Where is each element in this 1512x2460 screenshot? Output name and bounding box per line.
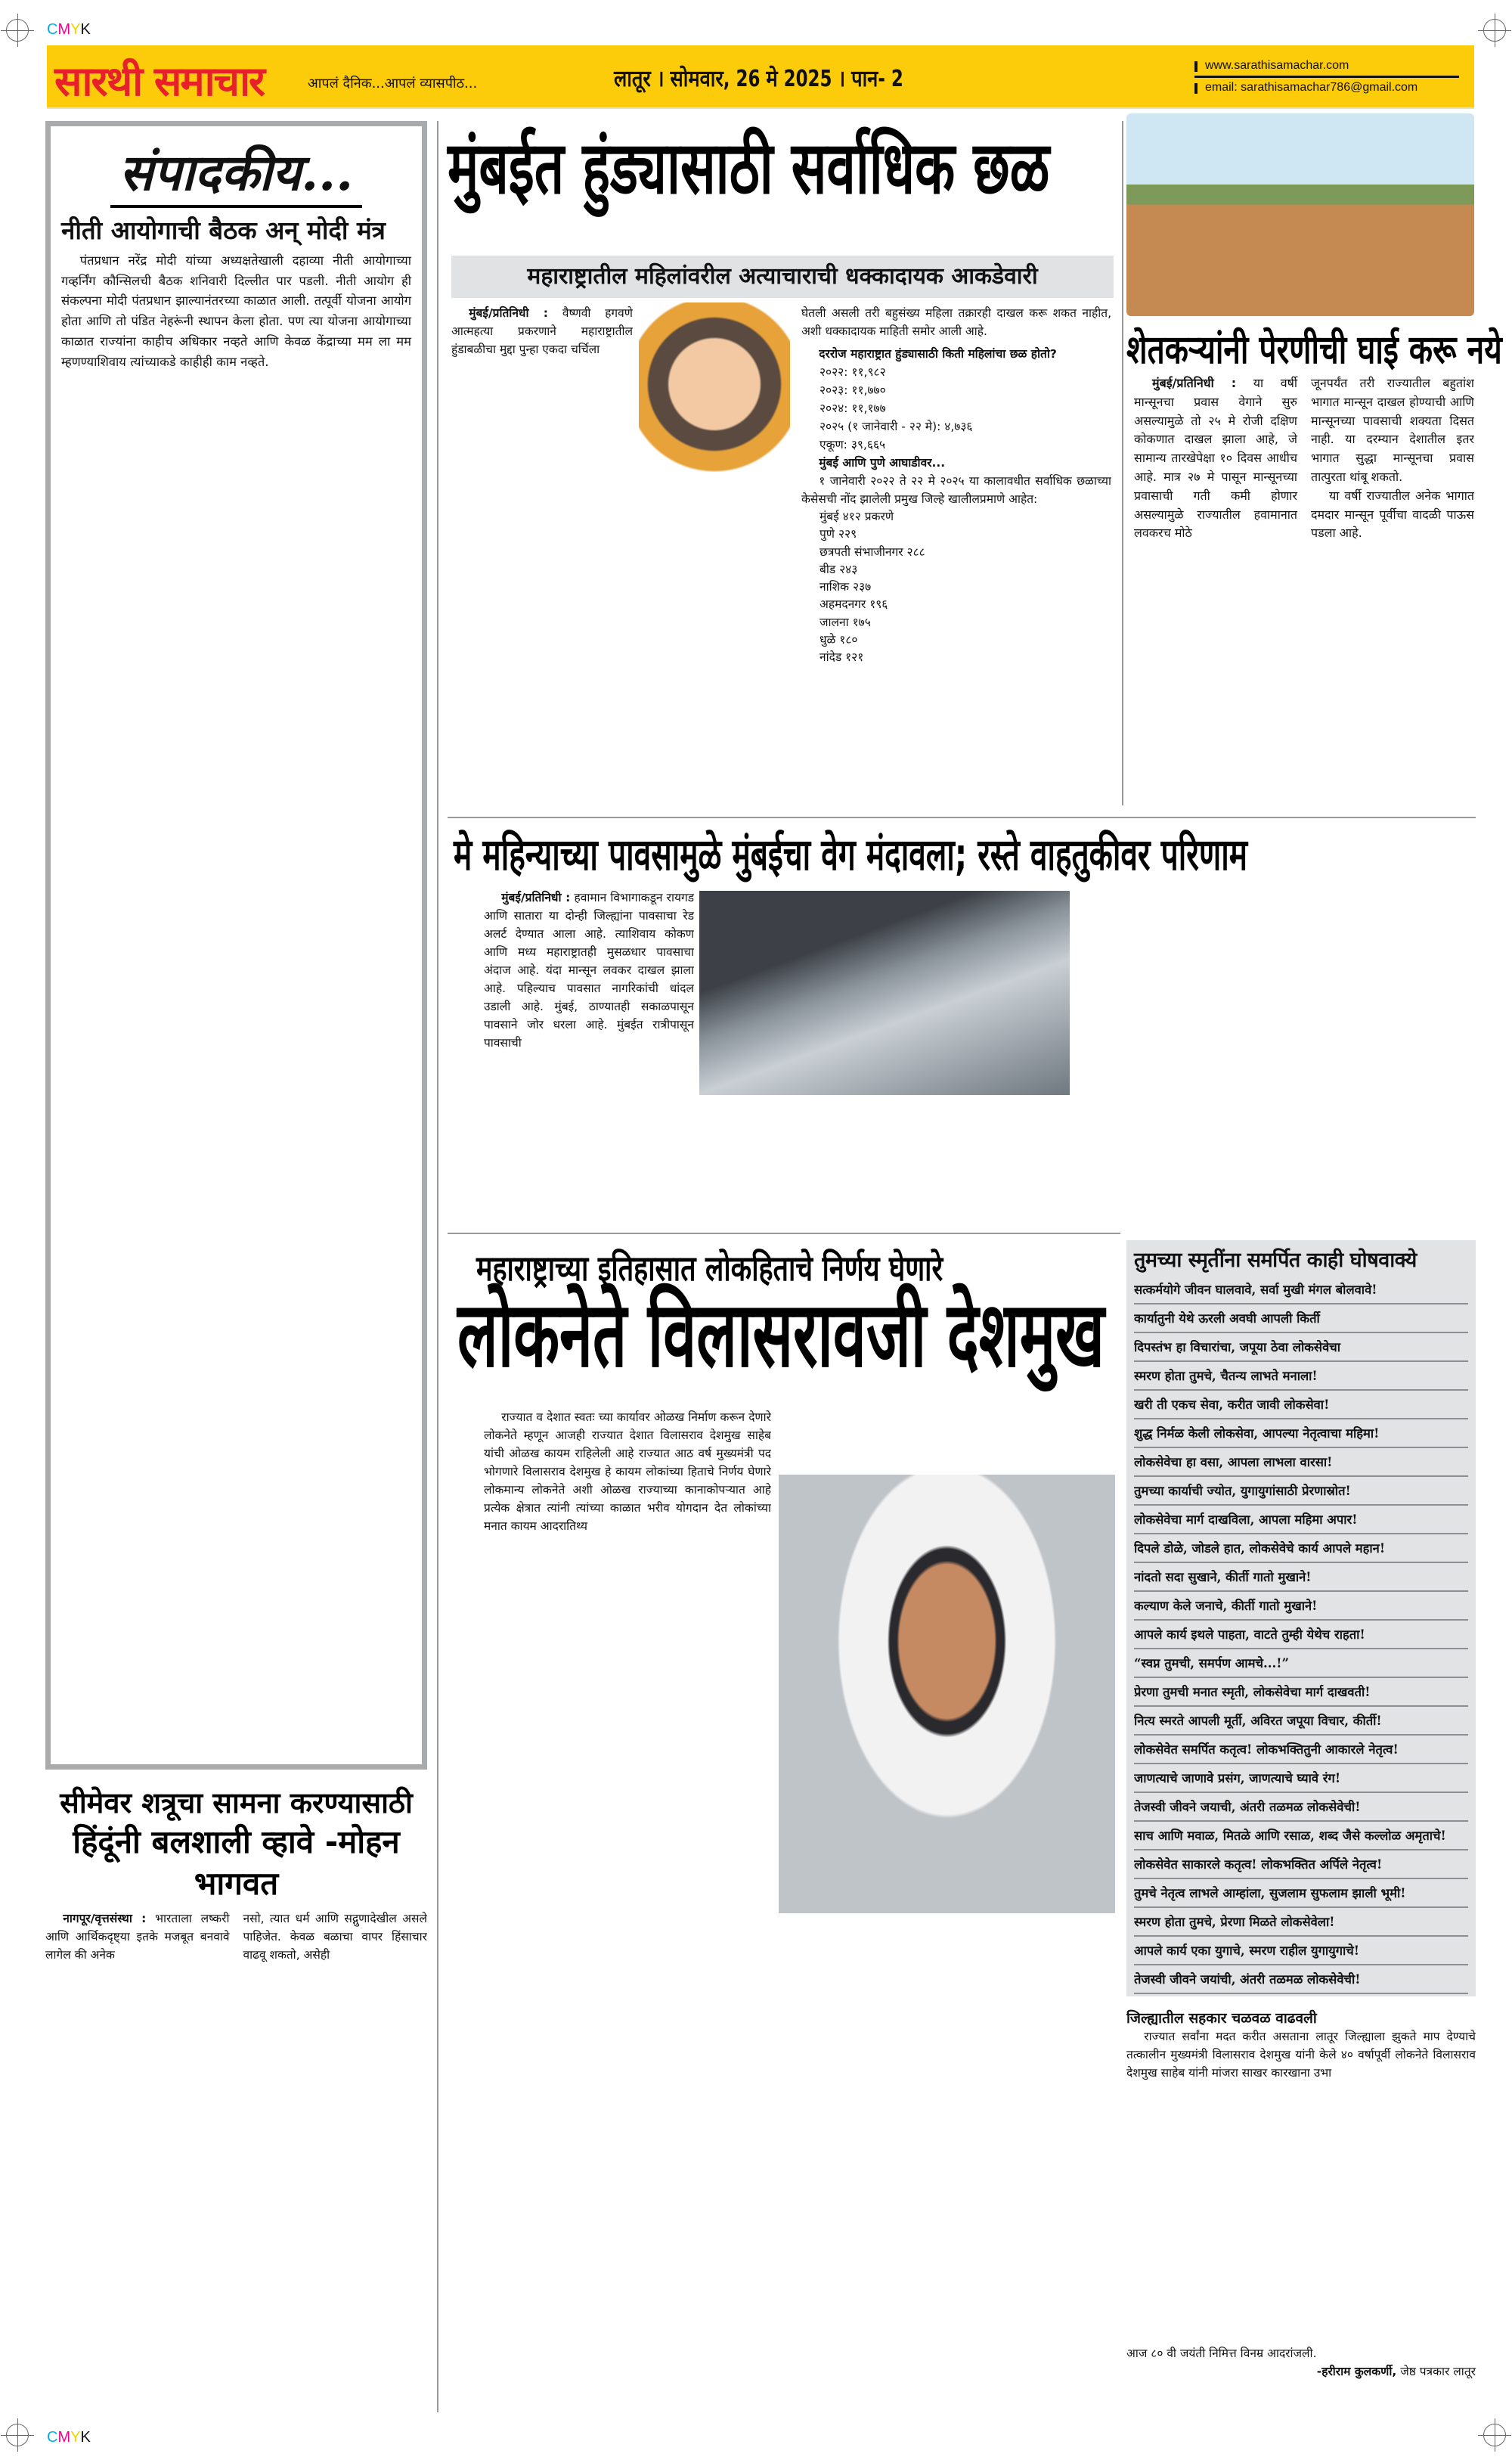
slogan-item: कल्याण केले जनाचे, कीर्ती गातो मुखाने! — [1134, 1592, 1468, 1621]
slogans-box — [1126, 1240, 1476, 1996]
slogan-item: तेजस्वी जीवने जयाची, अंतरी तळमळ लोकसेवेची! — [1134, 1793, 1468, 1822]
slogans-title: तुमच्या स्मृतींना समर्पित काही घोषवाक्ये — [1134, 1249, 1417, 1272]
divider — [448, 1233, 1120, 1234]
dowry-illustration — [639, 302, 790, 575]
slogan-item: आपले कार्य इथले पाहता, वाटते तुम्ही येथेच राहता! — [1134, 1621, 1468, 1649]
dowry-headline: मुंबईत हुंड्यासाठी सर्वाधिक छळ — [448, 126, 1050, 210]
slogan-item: प्रेरणा तुमची मनात स्मृती, लोकसेवेचा मार्ग दाखवती! — [1134, 1678, 1468, 1707]
slogan-item: लोकसेवेत साकारले कतृत्व! लोकभक्तित अर्पिले नेतृत्व! — [1134, 1850, 1468, 1879]
stats-heading: दररोज महाराष्ट्रात हुंड्यासाठी किती महिलांचा छळ होतो? — [819, 347, 1057, 361]
slogan-item: तेजस्वी जीवने जयांची, अंतरी तळमळ लोकसेवेची! — [1134, 1965, 1468, 1994]
district-row: पुणे २२९ — [820, 527, 857, 541]
slogan-item: “स्वप्न तुमची, समर्पण आमचे...!” — [1134, 1649, 1468, 1678]
district-row: नांदेड १२१ — [820, 650, 864, 665]
district-row: धुळे १८० — [820, 632, 858, 647]
deshmukh-kicker: महाराष्ट्राच्या इतिहासात लोकहिताचे निर्णय घेणारे — [476, 1248, 943, 1289]
district-row: मुंबई ४१२ प्रकरणे — [820, 510, 894, 524]
district-stats — [801, 508, 1111, 666]
farmers-headline: शेतकऱ्यांनी पेरणीची घाई करू नये — [1126, 327, 1502, 373]
stat-row: २०२५ (१ जानेवारी - २२ मे): ४,७३६ — [820, 420, 973, 434]
tagline: आपलं दैनिक...आपलं व्यासपीठ... — [308, 76, 478, 92]
slogan-item: आपले कार्य एका युगाचे, स्मरण राहील युगायुगाचे! — [1134, 1937, 1468, 1965]
farmer-photo — [1126, 113, 1474, 316]
closing-note: आज ८० वी जयंती निमित्त विनम्र आदरांजली. -हरीराम कुलकर्णी, जेष्ठ पत्रकार लातूर — [1126, 2344, 1476, 2381]
slogan-item: लोकसेवेत समर्पित कतृत्व! लोकभक्तितुनी आकारले नेतृत्व! — [1134, 1736, 1468, 1764]
deshmukh-headline: लोकनेते विलासरावजी देशमुख — [457, 1283, 1105, 1388]
slogan-item: तुमच्या कार्याची ज्योत, युगायुगांसाठी प्रेरणास्रोत! — [1134, 1477, 1468, 1506]
slogan-item: जाणत्याचे जाणावे प्रसंग, जाणत्याचे घ्यावे रंग! — [1134, 1764, 1468, 1793]
article-headline: सीमेवर शत्रूचा सामना करण्यासाठी हिंदूंनी बलशाली व्हावे -मोहन भागवत — [60, 1786, 413, 1902]
slogan-item: दिपले डोळे, जोडले हात, लोकसेवेचे कार्य आपले महान! — [1134, 1534, 1468, 1563]
article-dateline: नागपूर/वृत्तसंस्था : — [63, 1911, 147, 1925]
farmers-article: मुंबई/प्रतिनिधी : या वर्षी मान्सूनचा प्रवास वेगाने सुरु असल्यामुळे तो २५ मे रोजी दक्षिण कोकणात दाखल झाला आहे, जे सामान्य तारखेपेक्षा १० दिवस आधीच आहे. मात्र २७ मे पासून मान्सूनच्या प्रवासाची गती कमी होणार असल्यामुळे राज्यातील हवामानात लवकरच मोठे जूनपर्यंत तरी राज्यातील बहुतांश भागात मान्सून दाखल होण्याची आणि मान्सूनच्या पावसाची शक्यता दिसत नाही. या दरम्यान देशातील इतर भागात सुद्धा मान्सूनचा प्रवास तात्पुरता थांबू शकतो. या वर्षी राज्यातील अनेक भागात दमदार मान्सून पूर्वीचा वादळी पाऊस पडला आहे. — [1134, 376, 1474, 541]
slogan-item: नित्य स्मरते आपली मूर्ती, अविरत जपूया विचार, कीर्ती! — [1134, 1707, 1468, 1736]
dowry-col-1: मुंबई/प्रतिनिधी : वैष्णवी हगवणे आत्महत्या प्रकरणाने महाराष्ट्रातील हुंडाबळीचा मुद्दा पुन्हा एकदा चर्चिला — [451, 306, 633, 357]
rain-flood-photo — [699, 891, 1070, 1095]
slogan-item: दिपस्तंभ हा विचारांचा, जपूया ठेवा लोकसेवेचा — [1134, 1333, 1468, 1362]
slogan-item: सत्कर्मयोगे जीवन घालवावे, सर्वा मुखी मंगल बोलवावे! — [1134, 1276, 1468, 1304]
stat-row: २०२२: ११,९८२ — [820, 365, 886, 380]
editorial-title: नीती आयोगाची बैठक अन् मोदी मंत्र — [61, 216, 386, 245]
registration-mark-icon — [6, 19, 29, 42]
rain-col-1: मुंबई/प्रतिनिधी : हवामान विभागाकडून रायगड आणि सातारा या दोन्ही जिल्ह्यांना पावसाचा रेड अलर्ट देण्यात आला आहे. त्याशिवाय कोकण आणि मध्य महाराष्ट्रातही मुसळधार पावसाचा अंदाज आहे. यंदा मान्सून लवकर दाखल झाला आहे. पहिल्याच पावसात नागरिकांची धांदल उडाली आहे. मुंबई, ठाण्यातही सकाळपासून पावसाने जोर धरला आहे. मुंबईत रात्रीपासून पावसाची — [484, 891, 694, 1050]
stat-row: २०२३: ११,७७० — [820, 383, 886, 398]
slogan-item: शुद्ध निर्मळ केली लोकसेवा, आपल्या नेतृत्वाचा महिमा! — [1134, 1419, 1468, 1448]
column-rule — [1122, 121, 1123, 805]
slogan-item: तुमचे नेतृत्व लाभले आम्हांला, सुजलाम सुफलाम झाली भूमी! — [1134, 1879, 1468, 1908]
author-credit: -हरीराम कुलकर्णी, जेष्ठ पत्रकार लातूर — [1316, 2365, 1476, 2379]
district-row: बीड २४३ — [820, 562, 858, 576]
newspaper-logo: सारथी समाचार — [54, 57, 265, 105]
district-row: जालना १७५ — [820, 615, 871, 629]
slogan-item: स्मरण होता तुमचे, चैतन्य लाभते मनाला! — [1134, 1362, 1468, 1391]
divider — [448, 817, 1476, 818]
contact-info — [1194, 56, 1459, 98]
email-link[interactable]: email: sarathisamachar786@gmail.com — [1194, 78, 1459, 98]
district-row: नाशिक २३७ — [820, 580, 872, 594]
registration-mark-icon — [6, 2424, 29, 2446]
district-row: अहमदनगर १९६ — [820, 597, 888, 612]
deshmukh-photo — [779, 1475, 1115, 1913]
editorial-column — [45, 121, 427, 1770]
slogan-item: साच आणि मवाळ, मितळे आणि रसाळ, शब्द जैसे कल्लोळ अमृताचे! — [1134, 1822, 1468, 1850]
dowry-subhead: महाराष्ट्रातील महिलांवरील अत्याचाराची धक्कादायक आकडेवारी — [451, 256, 1114, 298]
stat-total: एकूण: ३९,६६५ — [820, 438, 886, 452]
registration-mark-icon — [1483, 2424, 1506, 2446]
dowry-col-3: घेतली असली तरी बहुसंख्य महिला तक्रारही दाखल करू शकत नाहीत, अशी धक्कादायक माहिती समोर आली आहे. दररोज महाराष्ट्रात हुंड्यासाठी किती महिलांचा छळ होतो? २०२२: ११,९८२ २०२३: ११,७७० २०२४: ११,१७७ २०२५ (१ जानेवारी - २२ मे): ४,७३६ एकूण: ३९,६६५ मुंबई आणि पुणे आघाडीवर... १ जानेवारी २०२२ ते २२ मे २०२५ या कालावधीत सर्वाधिक छळाच्या केसेसची नोंद झालेली प्रमुख जिल्हे खालीलप्रमाणे आहेत: मुंबई ४१२ प्रकरणे पुणे २२९ छत्रपती संभाजीनगर २८८ बीड २४३ नाशिक २३७ अहमदनगर १९६ जालना १७५ धुळे १८० नांदेड १२१ — [801, 304, 1111, 803]
slogan-item: लोकसेवेचा हा वसा, आपला लाभला वारसा! — [1134, 1448, 1468, 1477]
district-heading: मुंबई आणि पुणे आघाडीवर... — [819, 456, 946, 470]
dateline: लातूर । सोमवार, 26 मे 2025 । पान- 2 — [614, 66, 903, 92]
slogan-item: खरी ती एकच सेवा, करीत जावी लोकसेवा! — [1134, 1391, 1468, 1419]
slogan-item: लोकसेवेचा मार्ग दाखविला, आपला महिमा अपार! — [1134, 1506, 1468, 1534]
bhagwat-article: सीमेवर शत्रूचा सामना करण्यासाठी हिंदूंनी बलशाली व्हावे -मोहन भागवत नागपूर/वृत्तसंस्था : भारताला लष्करी आणि आर्थिकदृष्ट्या इतके मजबूत बनवावे लागेल की अनेक नसो, त्यात धर्म आणि सद्गुणादेखील असले पाहिजेत. केवळ बळाचा वापर हिंसाचार वाढवू शकतो, असेही — [45, 1785, 427, 2405]
district-row: छत्रपती संभाजीनगर २८८ — [820, 544, 925, 559]
editorial-paragraph: पंतप्रधान नरेंद्र मोदी यांच्या अध्यक्षतेखाली दहाव्या नीती आयोगाच्या गव्हर्निंग कौन्सिलची बैठक शनिवारी दिल्लीत पार पडली. नीती आयोग ही संकल्पना मोदी पंतप्रधान झाल्यानंतरच्या काळात आली. तत्पूर्वी योजना आयोग होता आणि तो पंडित नेहरूंनी स्थापन केला होता. पण त्या योजना आयोगाच्या काळात राज्यांना काहीच अधिकार नव्हते आणि केवळ केंद्राच्या मम ला मम म्हणण्याशिवाय त्यांच्याकडे काहीही काम नव्हते. — [61, 253, 411, 369]
article-paragraph: नसो, त्यात धर्म आणि सद्गुणादेखील असले पाहिजेत. केवळ बळाचा वापर हिंसाचार वाढवू शकतो, असेही — [243, 1911, 427, 1962]
slogan-list — [1134, 1276, 1468, 1994]
website-link[interactable]: www.sarathisamachar.com — [1194, 56, 1459, 76]
cmyk-mark-bottom: CMYK — [47, 2429, 91, 2446]
cooperative-section: जिल्ह्यातील सहकार चळवळ वाढवली राज्यात सर्वांना मदत करीत असताना लातूर जिल्ह्याला झुकते माप देण्याचे तत्कालीन मुख्यमंत्री विलासराव देशमुख यांनी केले ४० वर्षापूर्वी लोकनेते विलासराव देशमुख साहेब यांनी मांजरा साखर कारखाना उभा — [1126, 2008, 1476, 2341]
deshmukh-col-1: राज्यात व देशात स्वतः च्या कार्यावर ओळख निर्माण करून देणारे लोकनेते म्हणून आजही राज्यात देशात विलासराव देशमुख साहेब यांची ओळख कायम राहिलेली आहे राज्यात आठ वर्ष मुख्यमंत्री पद भोगणारे विलासराव देशमुख हे कायम लोकांच्या हिताचे निर्णय घेणारे लोकमान्य लोकनेते अशी ओळख राज्याच्या कानाकोपऱ्यात आहे प्रत्येक क्षेत्रात त्यांनी त्यांच्या काळात भरीव योगदान देत लोकांच्या मनात कायम आदरातिथ्य — [484, 1410, 771, 1534]
registration-mark-icon — [1483, 19, 1506, 42]
section-heading: जिल्ह्यातील सहकार चळवळ वाढवली — [1126, 2010, 1317, 2027]
rain-headline: मे महिन्याच्या पावसामुळे मुंबईचा वेग मंदावला; रस्ते वाहतुकीवर परिणाम — [454, 829, 1248, 880]
slogan-item: नांदतो सदा सुखाने, कीर्ती गातो मुखाने! — [1134, 1563, 1468, 1592]
slogan-item: स्मरण होता तुमचे, प्रेरणा मिळते लोकसेवेला! — [1134, 1908, 1468, 1937]
slogan-item: कार्यातुनी येथे ऊरली अवघी आपली किर्ती — [1134, 1304, 1468, 1333]
editorial-kicker: संपादकीय... — [110, 137, 362, 208]
cmyk-mark: CMYK — [47, 21, 91, 38]
stat-row: २०२४: ११,१७७ — [820, 402, 886, 416]
masthead — [47, 45, 1474, 109]
yearly-stats — [801, 363, 1111, 454]
column-rule — [437, 121, 438, 2412]
